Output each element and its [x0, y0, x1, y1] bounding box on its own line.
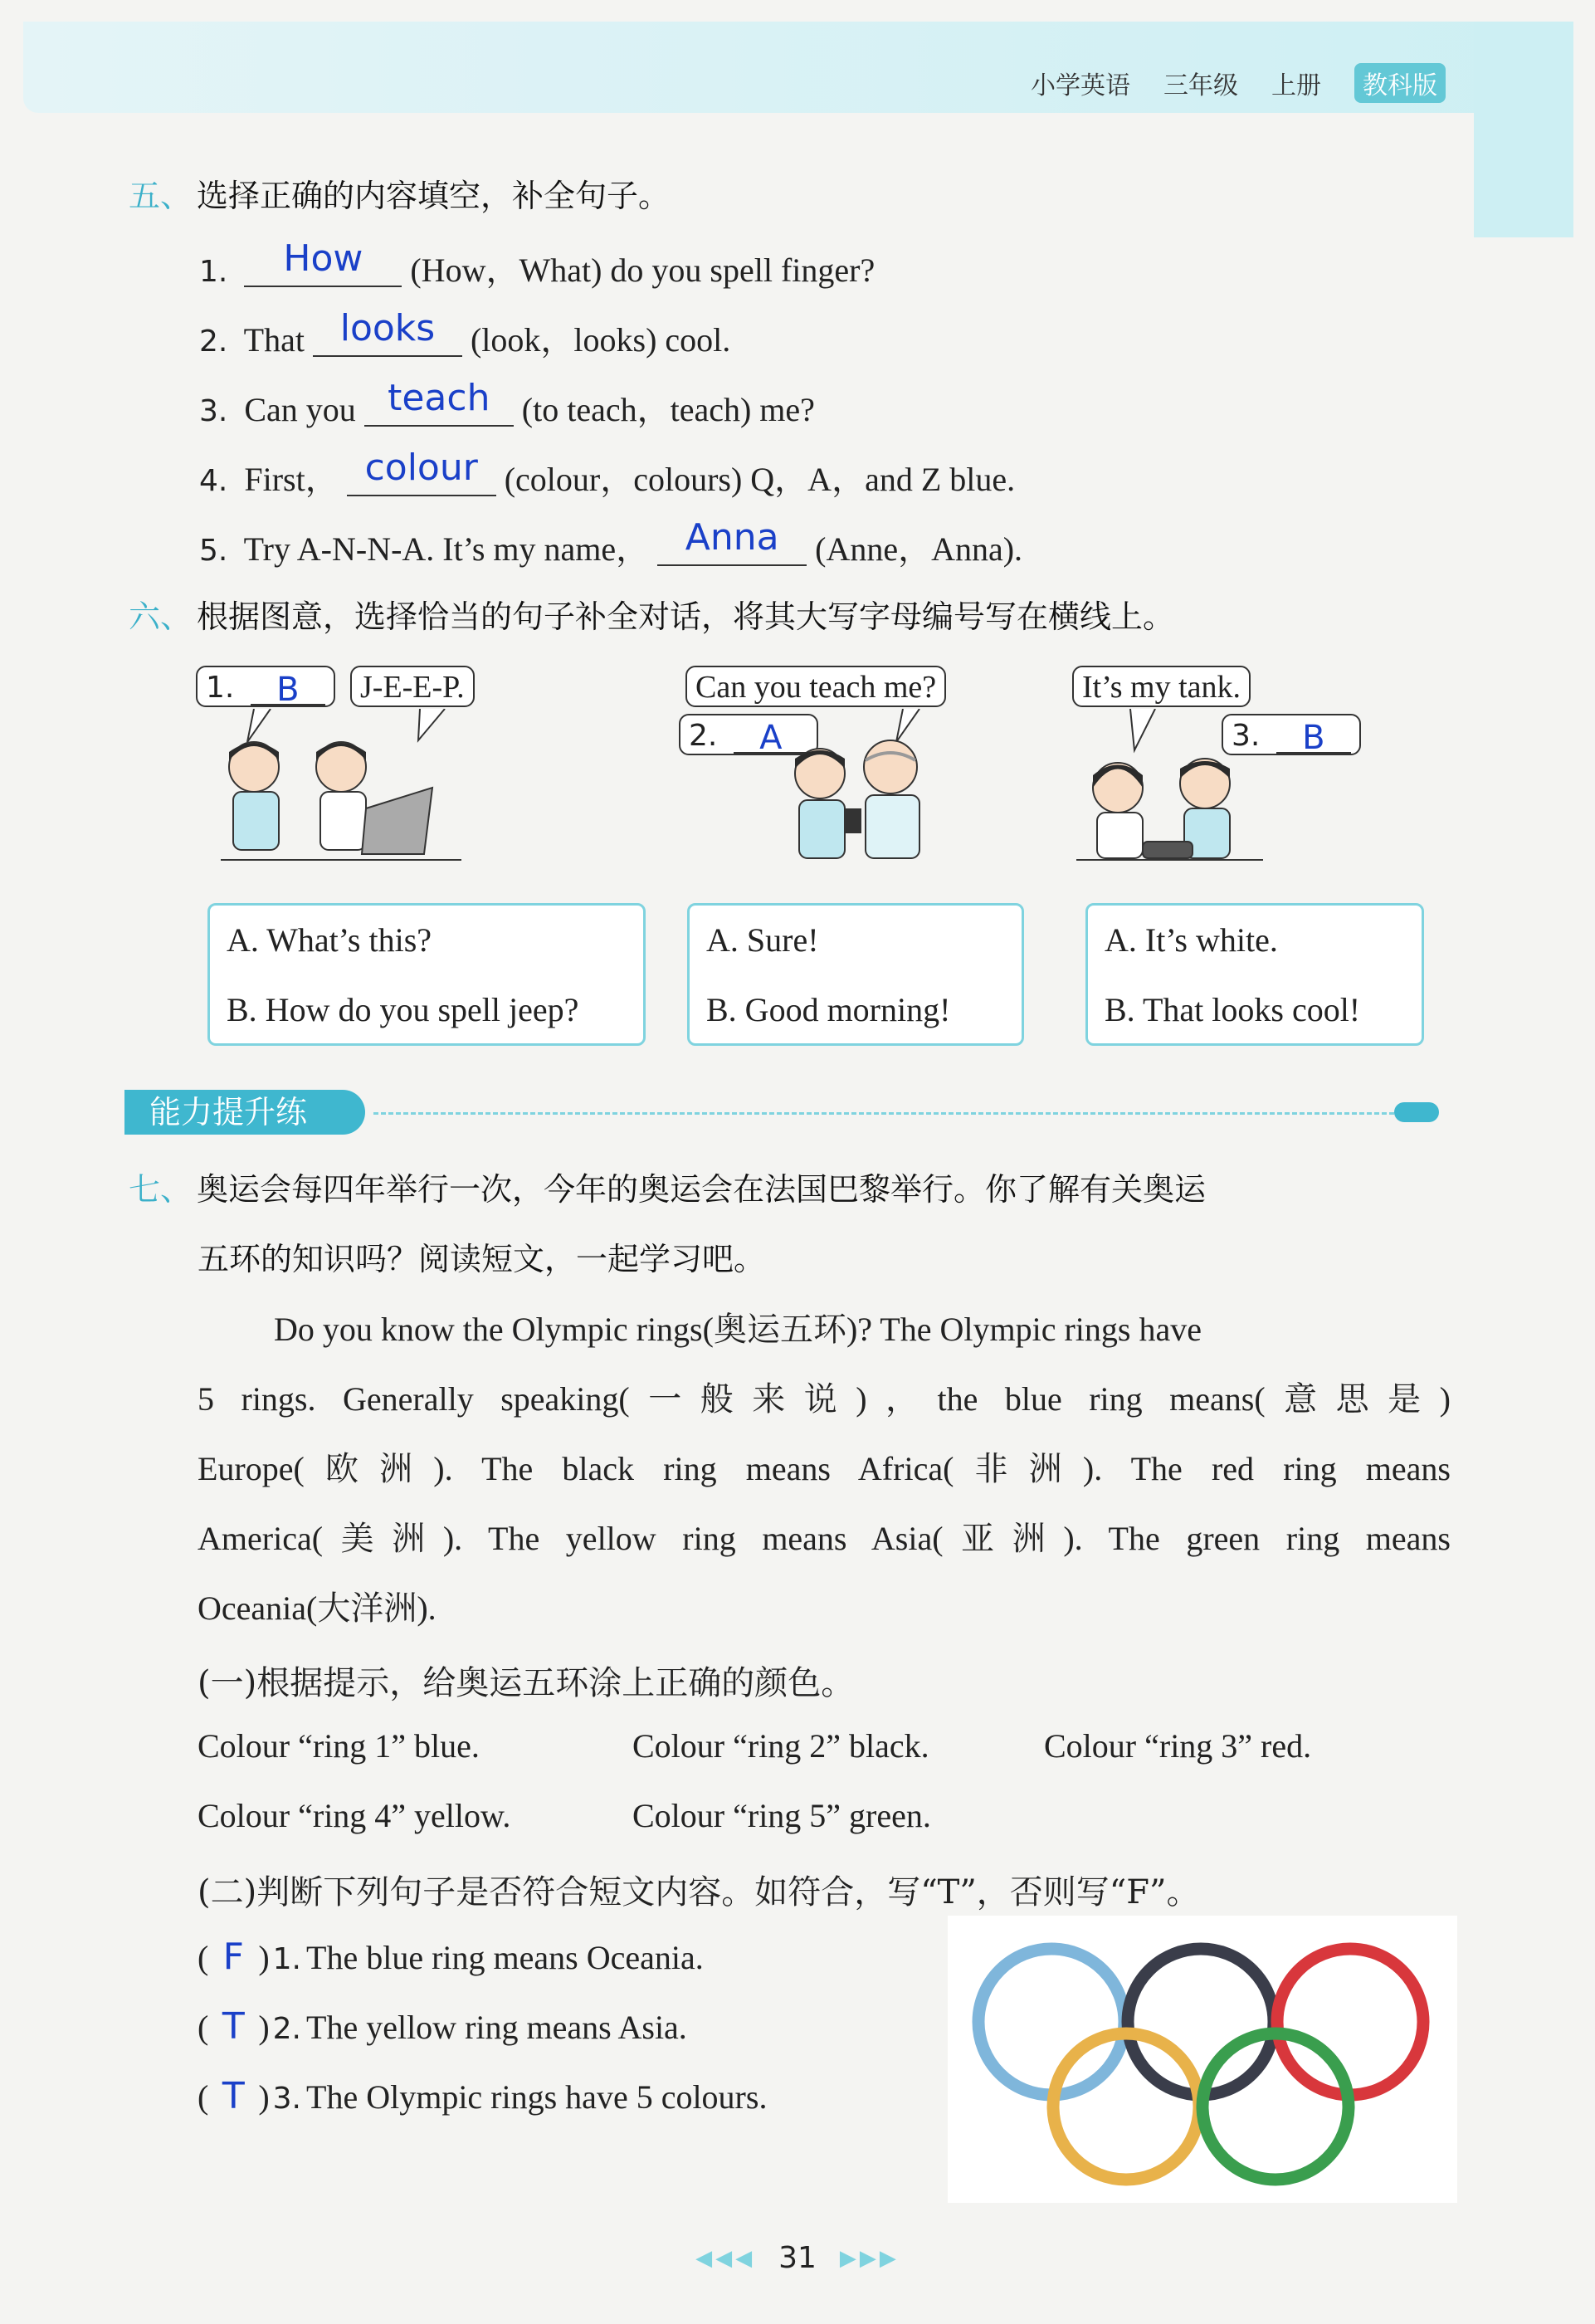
option-box-2: [687, 903, 1024, 1046]
handwritten-answer: How: [283, 237, 363, 280]
page-number: 31: [778, 2241, 817, 2275]
sec5-item-3: [199, 377, 815, 428]
handwritten-answer: B: [276, 671, 300, 709]
item-number: 3.: [272, 2082, 302, 2116]
ring-black: [1128, 1949, 1274, 2095]
handwritten-answer: B: [1302, 719, 1325, 757]
item-number: 5.: [199, 534, 228, 568]
part-1-instruction: (一)根据提示，给奥运五环涂上正确的颜色。: [198, 1664, 855, 1702]
item-text: (look，looks) cool.: [470, 321, 731, 359]
option-a: A. Sure!: [706, 921, 819, 959]
answer-blank[interactable]: [657, 516, 807, 566]
item-text: Can you: [244, 391, 356, 428]
speech-bubble: Can you teach me?: [685, 666, 946, 707]
dialogue-picture-1: [196, 666, 478, 865]
grade-label: 三年级: [1163, 71, 1238, 100]
speech-bubble: J-E-E-P.: [350, 666, 475, 707]
passage-line-2: 5 rings. Generally speaking(一般来说)，the blue ring means(意思是): [198, 1380, 1451, 1418]
item-number: 2.: [689, 719, 718, 753]
item-number: 3.: [199, 394, 228, 428]
answer-blank[interactable]: [251, 671, 325, 709]
tf-statement: The blue ring means Oceania.: [306, 1939, 704, 1976]
option-a: A. It’s white.: [1105, 921, 1278, 959]
ability-practice-banner: 能力提升练: [124, 1090, 365, 1135]
item-number: 3.: [1232, 719, 1261, 753]
section-number: 六、: [129, 598, 193, 635]
section-divider: [373, 1112, 1394, 1115]
volume-label: 上册: [1271, 71, 1321, 100]
option-b: B. That looks cool!: [1105, 991, 1361, 1028]
tf-item-3: ( T ) 3. The Olympic rings have 5 colours.: [198, 2075, 768, 2117]
item-number: 2.: [199, 325, 228, 359]
sec5-item-2: [199, 307, 731, 359]
tf-item-2: ( T ) 2. The yellow ring means Asia.: [198, 2005, 687, 2048]
item-text: First，: [244, 461, 339, 498]
passage-line-3: Europe(欧洲). The black ring means Africa(非洲). The red ring means: [198, 1450, 1451, 1487]
speech-bubble-answer: [196, 666, 335, 707]
section-instruction: 根据图意，选择恰当的句子补全对话，将其大写字母编号写在横线上。: [197, 598, 1175, 635]
girl-and-boy-toy-tank-illustration: [1072, 709, 1354, 867]
answer-blank[interactable]: [244, 237, 402, 287]
tf-statement: The yellow ring means Asia.: [306, 2009, 687, 2046]
option-b: B. Good morning!: [706, 991, 951, 1028]
handwritten-answer: Anna: [685, 516, 779, 559]
passage-line-1: Do you know the Olympic rings(奥运五环)? The Olympic rings have: [274, 1311, 1202, 1348]
handwritten-answer: looks: [339, 307, 436, 349]
section-6-title: [129, 591, 1174, 637]
colour-instruction-4: Colour “ring 4” yellow.: [198, 1797, 511, 1834]
sec5-item-4: [199, 447, 1016, 498]
handwritten-answer: A: [759, 719, 783, 757]
item-number: 1.: [206, 671, 235, 705]
right-arrows-icon: ▶▶▶: [839, 2245, 900, 2271]
handwritten-answer[interactable]: F: [222, 1936, 244, 1978]
page-footer: [695, 2241, 900, 2275]
answer-blank[interactable]: [364, 377, 514, 427]
divider-end-cap: [1394, 1102, 1439, 1122]
handwritten-answer[interactable]: T: [222, 2005, 245, 2048]
handwritten-answer[interactable]: T: [222, 2075, 245, 2117]
item-number: 1.: [272, 1942, 302, 1976]
answer-blank[interactable]: [347, 447, 496, 496]
section-7-title-line2: 五环的知识吗？阅读短文，一起学习吧。: [198, 1241, 766, 1277]
tf-statement: The Olympic rings have 5 colours.: [306, 2078, 768, 2116]
dialogue-picture-3: [1072, 666, 1388, 865]
subject-label: 小学英语: [1031, 71, 1130, 100]
ring-red: [1277, 1949, 1423, 2095]
section-number: 七、: [129, 1171, 193, 1208]
olympic-rings-image: [948, 1916, 1457, 2203]
speech-bubble: It’s my tank.: [1072, 666, 1251, 707]
item-text: That: [243, 321, 305, 359]
item-number: 4.: [199, 464, 228, 498]
option-a: A. What’s this?: [227, 921, 432, 959]
ring-green: [1202, 2034, 1349, 2180]
two-boys-computer-illustration: [196, 709, 478, 867]
book-header: [1031, 63, 1446, 103]
sec5-item-1: [199, 237, 876, 289]
left-arrows-icon: ◀◀◀: [695, 2245, 756, 2271]
colour-instruction-3: Colour “ring 3” red.: [1044, 1727, 1312, 1765]
section-number: 五、: [129, 178, 193, 214]
handwritten-answer: colour: [364, 447, 478, 489]
section-7-title: [129, 1164, 1206, 1209]
handwritten-answer: teach: [388, 377, 490, 419]
dialogue-picture-2: [679, 666, 961, 865]
section-5-title: [129, 170, 670, 216]
part-2-instruction: (二)判断下列句子是否符合短文内容。如符合，写“T”，否则写“F”。: [198, 1873, 1200, 1911]
ring-yellow: [1053, 2034, 1199, 2180]
boy-and-grandpa-illustration: [679, 709, 961, 867]
colour-instruction-2: Colour “ring 2” black.: [632, 1727, 929, 1765]
item-number: 1.: [199, 255, 228, 289]
edition-badge: 教科版: [1354, 63, 1446, 103]
passage-line-5: Oceania(大洋洲).: [198, 1589, 437, 1627]
tf-item-1: ( F ) 1. The blue ring means Oceania.: [198, 1936, 704, 1978]
section-instruction-line1: 奥运会每四年举行一次，今年的奥运会在法国巴黎举行。你了解有关奥运: [197, 1171, 1207, 1208]
section-instruction: 选择正确的内容填空，补全句子。: [197, 178, 671, 214]
option-box-1: [207, 903, 646, 1046]
item-text: (to teach，teach) me?: [521, 391, 815, 428]
item-text: (colour，colours) Q，A，and Z blue.: [504, 461, 1016, 498]
ring-blue: [978, 1949, 1124, 2095]
item-text: (How，What) do you spell finger?: [410, 251, 876, 289]
option-b: B. How do you spell jeep?: [227, 991, 579, 1028]
item-text: (Anne，Anna).: [815, 530, 1023, 568]
colour-instruction-1: Colour “ring 1” blue.: [198, 1727, 480, 1765]
sec5-item-5: [199, 516, 1023, 568]
colour-instruction-5: Colour “ring 5” green.: [632, 1797, 931, 1834]
item-text: Try A-N-N-A. It’s my name，: [243, 530, 650, 568]
option-box-3: [1085, 903, 1424, 1046]
passage-line-4: America(美洲). The yellow ring means Asia(亚洲). The green ring means: [198, 1520, 1451, 1557]
item-number: 2.: [272, 2012, 302, 2046]
answer-blank[interactable]: [313, 307, 462, 357]
